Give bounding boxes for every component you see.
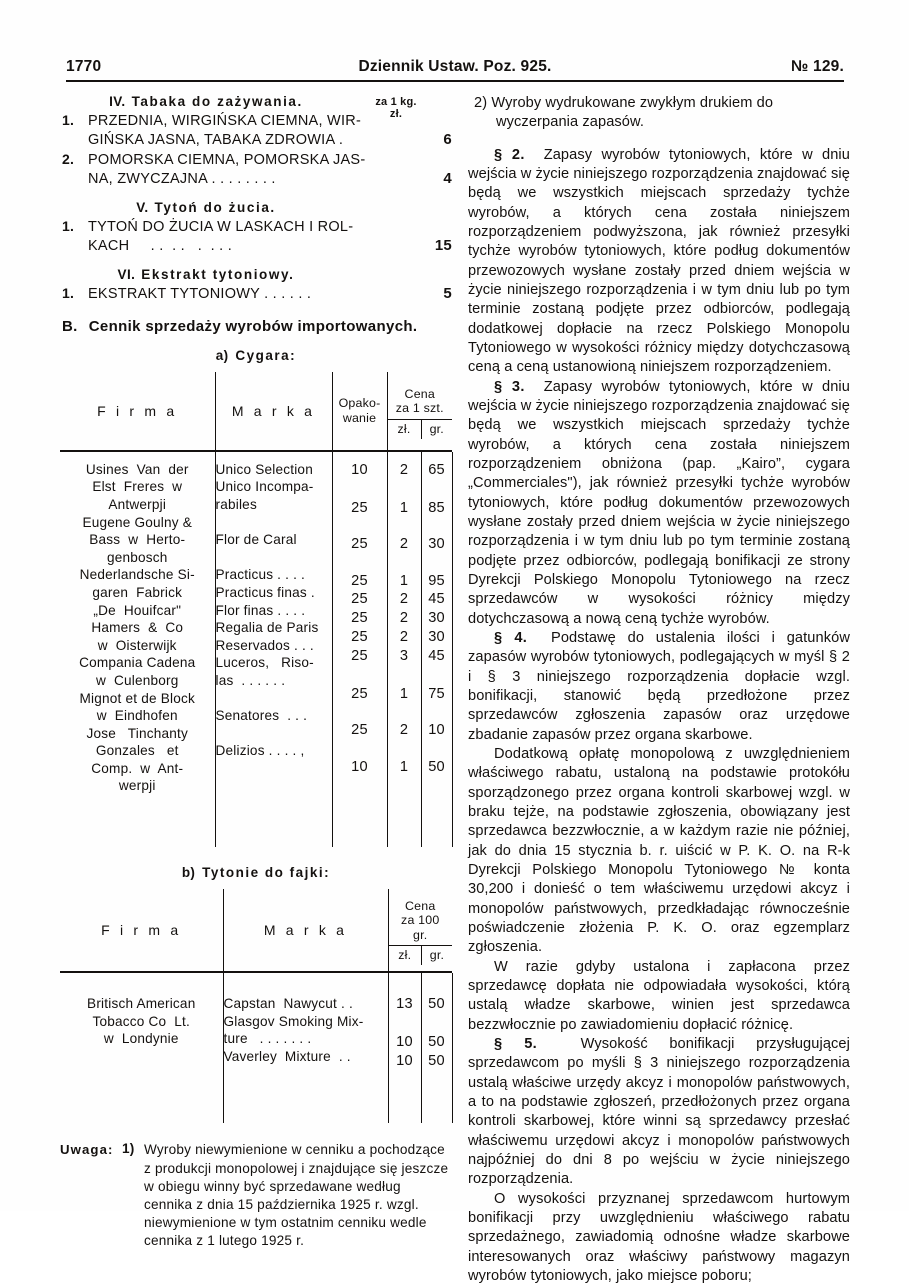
section-heading-iv xyxy=(60,94,352,109)
table-cell-line: 10 xyxy=(351,758,368,775)
table-cell-line: 30 xyxy=(428,629,445,646)
caption-text: Tytonie do fajki: xyxy=(202,865,331,881)
legal-paragraph-cont xyxy=(468,745,850,958)
table-cell-line xyxy=(216,795,332,813)
section-heading-vi xyxy=(60,267,352,282)
paragraph-mark: § 5. xyxy=(494,1035,581,1052)
packaging-list xyxy=(333,461,387,847)
table-cell-line xyxy=(422,1014,452,1033)
table-cell-line: Jose Tinchanty xyxy=(86,725,188,741)
issue-number: № 129. xyxy=(791,58,844,75)
list-item xyxy=(60,285,452,304)
table-cell-line: Compania Cadena xyxy=(79,655,196,671)
table-cell-line: 10 xyxy=(396,1052,413,1069)
footnote-label: Uwaga: xyxy=(60,1142,114,1158)
firma-cell xyxy=(60,452,215,847)
table-cell-line: w Londynie xyxy=(103,1031,179,1047)
table-cell-line: genbosch xyxy=(106,549,168,565)
section-title-vi: Ekstrakt tytoniowy. xyxy=(141,266,295,282)
table-cell-line xyxy=(422,830,452,848)
table-pipe-caption xyxy=(60,865,452,880)
table-cell-line: rabiles xyxy=(215,496,257,512)
table-cell-line xyxy=(224,1101,388,1119)
table-cell-line: Practicus finas . xyxy=(215,584,315,600)
marka-cell xyxy=(223,973,388,1123)
table-cell-line xyxy=(216,813,332,831)
table-cell-line: w Oisterwijk xyxy=(97,637,177,653)
legal-paragraph-2 xyxy=(468,146,850,378)
legal-paragraphs xyxy=(468,146,850,1286)
col-header-gr: gr. xyxy=(429,421,444,436)
grosz-cell xyxy=(421,452,452,847)
marka-cell xyxy=(215,452,332,847)
cigars-price-table xyxy=(60,372,453,847)
section-roman-iv: IV. xyxy=(109,94,126,109)
paragraph-text: Zapasy wyrobów tytoniowych, które w dniu wejścia w życie niniejszego rozporządzenia znajdować się będą we wszystkich miejscach sprzedaży tychże wyrobów, a których cena została niniejszem rozporządzeniem obniżona (pap. „Kairo”, cygara „Commerciales"), jak również przesyłki tychże wyrobów tytoniowych, które podług dokumentów przewozowych wysłane zostały przed dniem wejścia w życie niniejszego rozporządzenia i w tym dniu lub po tym terminie zostaną podjęte przez odbiorców, podlegają bonifikacji ze strony Dyrekcji Polskiego Monopolu Tytoniowego na rzecz sprzedawców w wysokości różnicy między dotychczasową a nową ceną tychże wyrobów. xyxy=(468,378,850,627)
zloty-list xyxy=(388,461,421,847)
col-header-gr: gr. xyxy=(429,948,445,963)
table-cell-line: 2 xyxy=(399,536,409,553)
table-cell-line xyxy=(422,517,452,535)
table-cell-line xyxy=(388,812,421,830)
grosz-list xyxy=(422,995,452,1123)
table-cell-line xyxy=(388,740,421,758)
table-cell-line xyxy=(422,777,452,795)
table-cell-line xyxy=(216,725,332,743)
sub-item-2 xyxy=(474,94,850,133)
table-cell-line xyxy=(388,666,421,685)
paragraph-text: Wysokość bonifikacji przysługującej sprzedawcom po myśli § 3 niniejszego rozporządzenia ustalą właściwe urzędy akcyz i monopolów państwowych, a to na podstawie zgłoszeń, przedłożonych przez organa kontroli skarbowej, które winni są sprzedawcy przesłać właściwemu urzędowi akcyz i monopolów państwowych najpóźniej do dni 8 po wejściu w życie niniejszego rozporządzenia. xyxy=(468,1035,850,1188)
table-cell-line xyxy=(333,517,387,535)
item-text: TYTOŃ DO ŻUCIA W LASKACH I ROL- xyxy=(88,218,354,235)
table-cell-line xyxy=(224,1065,388,1083)
paragraph-text: W razie gdyby ustalona i zapłacona przez sprzedawcę dopłata nie odpowiadała wysokości, którą ustalą władze skarbowe, winien jest sprzedawca bezzwłocznie po zawiadomieniu dopłacić różnicę. xyxy=(468,958,850,1033)
table-cell-line: Capstan Nawycut . . xyxy=(223,996,353,1012)
caption-mark: b) xyxy=(181,865,196,881)
col-header-zl: zł. xyxy=(388,420,422,439)
item-price: 5 xyxy=(443,284,452,302)
legal-paragraph-cont xyxy=(468,1190,850,1286)
grosz-cell xyxy=(421,973,452,1123)
item-text: KACH . . . . . . . . xyxy=(88,237,232,254)
firma-cell xyxy=(60,973,223,1123)
table-cell-line: Flor finas . . . . xyxy=(215,602,306,618)
table-cell-line xyxy=(333,794,387,812)
table-body-row xyxy=(60,452,452,847)
zloty-list xyxy=(389,995,421,1123)
zloty-cell xyxy=(388,973,421,1123)
page-folio-number: 1770 xyxy=(66,58,102,75)
table-cell-line xyxy=(389,1014,421,1033)
paragraph-text: Dodatkową opłatę monopolową z uwzględnieniem właściwego rabatu, ustaloną na podstawie protokółu sporządzonego przez organa kontroli skarbowej wzgl. w braku tejże, na podstawie zgłoszenia, obowiązany jest sprzedawca bezzwłocznie, a w każdym razie nie później, jak do dnia 15 stycznia b. r. uiścić w P. K. O. na R-k Dyrekcji Polskiego Monopolu Tytoniowego № konta 30,200 i donieść o tem właściwemu urzędowi akcyz i monopolów państwowych, przedkładając równocześnie poświadczenie złożenia P. K. O. oraz egzemplarz zgłoszenia. xyxy=(468,745,850,956)
table-cell-line xyxy=(333,480,387,499)
section-b-mark: B. xyxy=(62,317,78,335)
table-cigars-caption xyxy=(60,348,452,363)
table-cell-line: 25 xyxy=(351,499,368,516)
table-cigars xyxy=(60,372,452,847)
table-cell-line xyxy=(422,1106,452,1124)
right-column xyxy=(468,94,850,1286)
table-cell-line: „De Houifcar" xyxy=(93,602,182,618)
table-cell-line: 50 xyxy=(428,1052,445,1069)
table-cell-line: garen Fabrick xyxy=(92,584,183,600)
item-number: 1. xyxy=(62,112,75,128)
table-cell-line xyxy=(216,760,332,778)
unit-label xyxy=(352,96,440,121)
item-text: PRZEDNIA, WIRGIŃSKA CIEMNA, WIR- xyxy=(88,113,362,129)
table-cell-line xyxy=(388,830,421,848)
sub-item-mark: 2) xyxy=(474,95,488,111)
table-cell-line: 13 xyxy=(396,996,413,1013)
table-cell-line xyxy=(216,777,332,795)
paragraph-mark: § 2. xyxy=(494,146,544,163)
table-cell-line: 1 xyxy=(399,685,409,702)
table-cell-line: 25 xyxy=(351,629,368,646)
table-pipe xyxy=(60,889,452,1123)
table-cell-line: Eugene Goulny & xyxy=(82,514,193,530)
item-number: 1. xyxy=(62,284,75,301)
item-text: EKSTRAKT TYTONIOWY . . . . . . xyxy=(88,285,312,302)
item-text: NA, ZWYCZAJNA . . . . . . . . xyxy=(88,170,276,187)
paragraph-text: O wysokości przyznanej sprzedawcom hurtowym bonifikacji przy uwzględnieniu właściwego rabatu sprzedażnego, zawiadomią odnośne władze skarbowe interesowanych oraz właściwy państwowy magazyn wyrobów tytoniowych, jako miejsce poboru; xyxy=(468,1190,850,1284)
table-cell-line: Britisch American xyxy=(87,996,196,1012)
table-cell-line xyxy=(389,1088,421,1106)
table-cell-line: w Culenborg xyxy=(96,672,179,688)
table-cell-line: 10 xyxy=(351,461,368,478)
table-cell-line: Tobacco Co Lt. xyxy=(92,1013,190,1029)
table-cell-line: Reservados . . . xyxy=(215,637,314,653)
legal-paragraph-3 xyxy=(468,378,850,629)
table-cell-line: Usines Van der xyxy=(85,461,189,477)
table-cell-line xyxy=(333,812,387,830)
table-cell-line: Senatores . . . xyxy=(215,708,308,724)
table-cell-line: Nederlandsche Si- xyxy=(79,567,195,583)
table-cell-line: 2 xyxy=(399,461,409,478)
table-cell-line: 2 xyxy=(399,610,409,627)
table-cell-line: 50 xyxy=(428,1033,445,1050)
table-cell-line: Mignot et de Block xyxy=(79,690,195,706)
section-b-heading xyxy=(60,318,452,335)
table-cell-line xyxy=(388,554,421,572)
table-cell-line: 2 xyxy=(399,591,409,608)
col-header-cena: Cena za 100 gr. zł. gr. xyxy=(388,889,452,972)
table-cell-line xyxy=(333,830,387,848)
table-cell-line: Flor de Caral xyxy=(215,532,297,548)
table-cell-line: 30 xyxy=(428,610,445,627)
table-cell-line xyxy=(333,704,387,722)
caption-mark: a) xyxy=(215,347,229,363)
footnote-text: Wyroby niewymienione w cenniku a pochodzące z produkcji monopolowej i znajdujące się jeszcze w obiegu winny być sprzedawane według cennika z dnia 15 października 1925 r. wzgl. niewymienione w tym ostatnim cenniku wedle cennika z 1 lutego 1925 r. xyxy=(144,1142,449,1248)
section-heading-v xyxy=(60,200,352,215)
table-cell-line: 50 xyxy=(428,996,445,1013)
table-cell-line xyxy=(216,514,332,532)
left-column xyxy=(60,94,452,1250)
table-cell-line: 25 xyxy=(351,610,368,627)
table-cell-line xyxy=(422,794,452,812)
price-list-iv xyxy=(60,112,452,189)
footnote-uwaga xyxy=(60,1141,452,1249)
table-cell-line: 25 xyxy=(351,591,368,608)
table-cell-line xyxy=(388,704,421,722)
legal-paragraph-cont xyxy=(468,958,850,1035)
footnote-mark: 1) xyxy=(122,1141,135,1157)
header-rule xyxy=(66,80,844,82)
table-cell-line: 1 xyxy=(399,572,409,589)
item-text: POMORSKA CIEMNA, POMORSKA JAS- xyxy=(88,151,366,168)
col-header-firma: F i r m a xyxy=(60,889,223,972)
col-header-firma: F i r m a xyxy=(60,372,215,451)
price-list-vi xyxy=(60,285,452,304)
table-cell-line: 3 xyxy=(399,648,409,665)
paragraph-text: Podstawę do ustalenia ilości i gatunków zapasów wyrobów tytoniowych, podlegających w myśl § 2 i § 3 niniejszego rozporządzenia dopłacie wzgl. bonifikacji, stanowić będą przedłożone przez sprzedawców zgłoszenia zapasów oraz urzędowe zbadanie zapasów przez organa skarbowe. xyxy=(468,630,850,743)
table-cell-line xyxy=(422,666,452,685)
table-cell-line xyxy=(389,1071,421,1089)
opakowanie-cell xyxy=(332,452,387,847)
section-roman-v: V. xyxy=(136,199,149,215)
col-header-marka: M a r k a xyxy=(223,889,388,972)
unit-label-line2: zł. xyxy=(389,108,403,121)
item-number: 2. xyxy=(62,150,75,167)
col-header-opakowanie: Opako- wanie xyxy=(332,372,387,451)
table-cell-line: 10 xyxy=(396,1033,413,1050)
table-cell-line xyxy=(422,480,452,499)
section-title-iv: Tabaka do zażywania. xyxy=(131,94,303,109)
table-cell-line: 30 xyxy=(428,536,445,553)
table-header-row xyxy=(60,889,452,972)
sub-item-text: Wyroby wydrukowane zwykłym drukiem do wyczerpania zapasów. xyxy=(491,95,774,131)
table-body-row xyxy=(60,973,452,1123)
table-cell-line: Antwerpji xyxy=(108,496,167,512)
table-header-row xyxy=(60,372,452,451)
table-cell-line: Luceros, Riso- xyxy=(215,655,314,671)
col-header-marka: M a r k a xyxy=(215,372,332,451)
item-number: 1. xyxy=(62,217,75,234)
paragraph-mark: § 4. xyxy=(494,630,551,647)
table-cell-line xyxy=(333,554,387,572)
table-cell-line: Unico Incompa- xyxy=(215,479,314,495)
table-cell-line: 2 xyxy=(399,629,409,646)
gazette-title: Dziennik Ustaw. Poz. 925. xyxy=(358,58,552,75)
item-price: 15 xyxy=(434,236,452,254)
caption-text: Cygara: xyxy=(235,347,297,363)
table-cell-line xyxy=(388,480,421,499)
item-price: 6 xyxy=(443,130,452,148)
table-cell-line xyxy=(388,777,421,795)
table-cell-line xyxy=(216,549,332,567)
price-list-v xyxy=(60,218,452,256)
table-cell-line xyxy=(422,554,452,572)
table-cell-line: 75 xyxy=(428,685,445,702)
table-cell-line: Hamers & Co xyxy=(91,620,184,636)
table-cell-line xyxy=(422,1071,452,1089)
table-cell-line: Gonzales et xyxy=(95,743,179,759)
brand-name-list xyxy=(224,995,388,1118)
table-cell-line: werpji xyxy=(118,778,156,794)
table-cell-line: 25 xyxy=(351,572,368,589)
list-item xyxy=(60,218,452,256)
grosz-list xyxy=(422,461,452,847)
paragraph-mark: § 3. xyxy=(494,378,544,395)
table-cell-line: Elst Freres w xyxy=(92,479,183,495)
table-cell-line: Vaverley Mixture . . xyxy=(223,1048,351,1064)
table-cell-line: 1 xyxy=(399,758,409,775)
table-cell-line: Bass w Herto- xyxy=(89,532,186,548)
table-cell-line xyxy=(216,690,332,708)
col-header-zl: zł. xyxy=(389,946,423,965)
item-price: 4 xyxy=(443,169,452,187)
legal-paragraph-5 xyxy=(468,1035,850,1190)
table-cell-line: 25 xyxy=(351,536,368,553)
table-cell-line: Delizios . . . . , xyxy=(215,743,305,759)
table-cell-line: 2 xyxy=(399,722,409,739)
table-cell-line xyxy=(388,794,421,812)
unit-label-line1: za 1 kg. xyxy=(375,96,417,108)
table-cell-line xyxy=(333,777,387,795)
table-cell-line xyxy=(422,740,452,758)
table-cell-line: Practicus . . . . xyxy=(215,567,306,583)
section-title-v: Tytoń do żucia. xyxy=(154,199,276,215)
table-cell-line: w Eindhofen xyxy=(96,708,178,724)
table-cell-line: Comp. w Ant- xyxy=(91,760,184,776)
pipe-tobacco-price-table xyxy=(60,889,453,1123)
table-cell-line xyxy=(422,1088,452,1106)
col-header-cena: Cena za 1 szt. zł. gr. xyxy=(387,372,452,451)
table-cell-line: 1 xyxy=(399,499,409,516)
running-head xyxy=(66,50,844,76)
table-cell-line: 45 xyxy=(428,591,445,608)
table-cell-line: 25 xyxy=(351,648,368,665)
table-cell-line: 45 xyxy=(428,648,445,665)
table-cell-line xyxy=(224,1083,388,1101)
table-cell-line: 25 xyxy=(351,722,368,739)
section-b-title: Cennik sprzedaży wyrobów importowanych. xyxy=(88,317,418,335)
table-cell-line xyxy=(422,812,452,830)
table-cell-line xyxy=(333,666,387,685)
table-cell-line: Unico Selection xyxy=(215,461,313,477)
table-cell-line xyxy=(389,1106,421,1124)
table-cell-line: Glasgov Smoking Mix- xyxy=(223,1013,364,1029)
table-cell-line: las . . . . . . xyxy=(215,672,286,688)
firm-name-list xyxy=(60,995,223,1048)
brand-name-list xyxy=(216,461,332,830)
section-roman-vi: VI. xyxy=(117,266,136,282)
table-cell-line xyxy=(333,740,387,758)
list-item xyxy=(60,151,452,189)
table-cell-line: 85 xyxy=(428,499,445,516)
table-cell-line: Regalia de Paris xyxy=(215,620,319,636)
table-cell-line: 10 xyxy=(428,722,445,739)
table-cell-line: 95 xyxy=(428,572,445,589)
firm-name-list xyxy=(60,461,215,795)
table-cell-line: 25 xyxy=(351,685,368,702)
table-cell-line: ture . . . . . . . xyxy=(223,1031,312,1047)
zloty-cell xyxy=(387,452,421,847)
table-cell-line: 65 xyxy=(428,461,445,478)
table-cell-line: 50 xyxy=(428,758,445,775)
paragraph-text: Zapasy wyrobów tytoniowych, które w dniu wejścia w życie niniejszego rozporządzenia znajdować się będą we wszystkich miejscach sprzedaży tychże wyrobów, a których cena została niniejszem rozporządzeniem podwyższona, jak również przesyłki tychże wyrobów tytoniowych, które podług dokumentów przewozowych wysłane zostały przed dniem wejścia w życie niniejszego rozporządzenia i w tym dniu lub po tym terminie zostaną podjęte przez odbiorców, podlegają dodatkowej dopłacie na rzecz Polskiego Monopolu Tytoniowego w wysokości różnicy między dotychczasową ceną a ceną ustanowioną niniejszem rozporządzeniem. xyxy=(468,146,850,376)
table-cell-line xyxy=(388,517,421,535)
table-cell-line xyxy=(422,704,452,722)
legal-paragraph-4 xyxy=(468,629,850,745)
item-text: GIŃSKA JASNA, TABAKA ZDROWIA . xyxy=(88,131,344,148)
